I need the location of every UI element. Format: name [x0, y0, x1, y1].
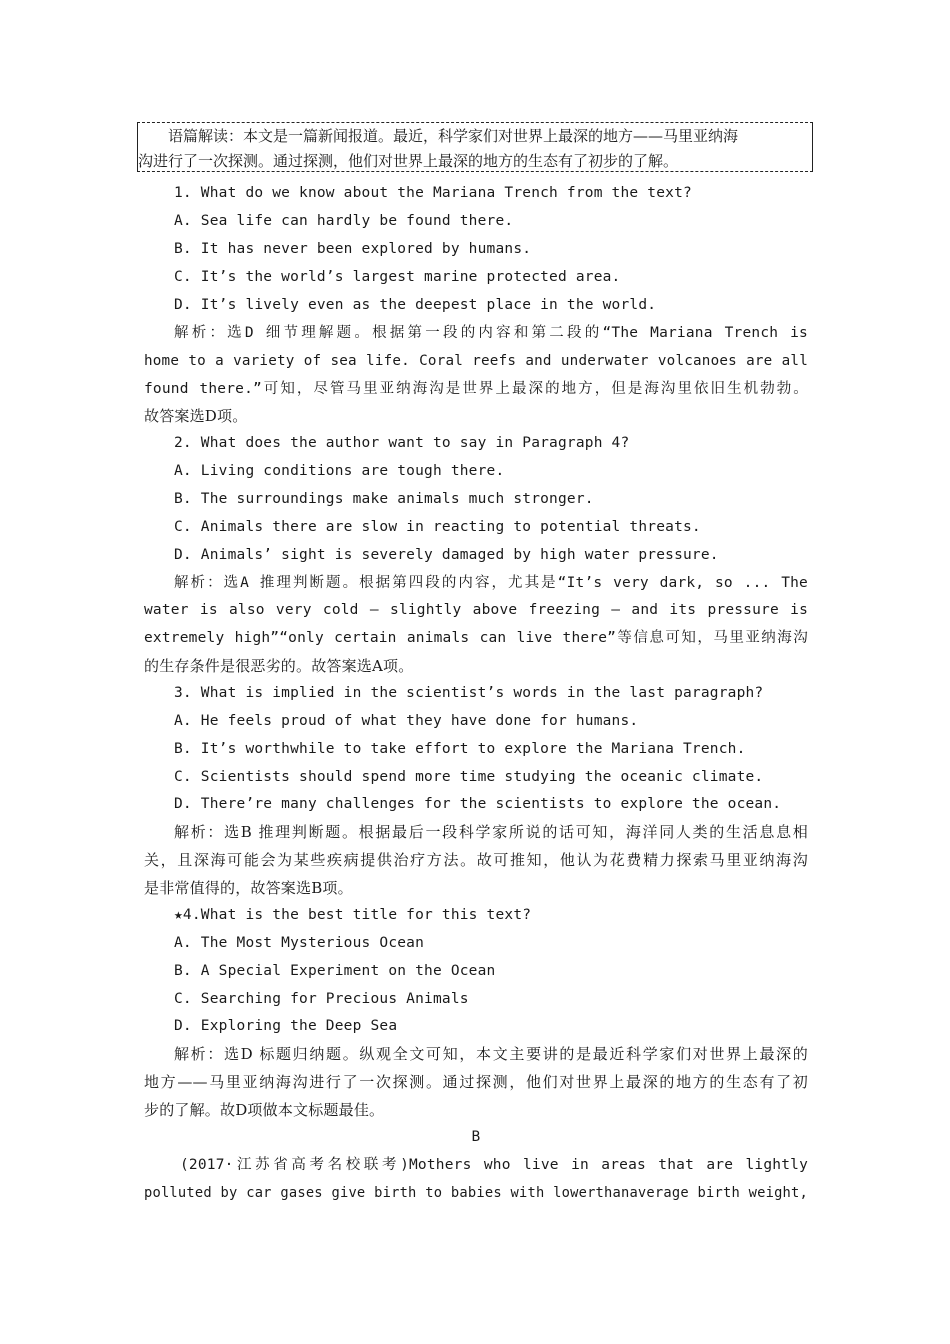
question-4-stem: ★4.What is the best title for this text? — [174, 907, 532, 923]
question-3-option-d: D. There’re many challenges for the scientists to explore the ocean. — [174, 796, 782, 812]
question-4-option-b: B. A Special Experiment on the Ocean — [174, 963, 496, 979]
question-1-analysis-line-2: home to a variety of sea life. Coral reefs and underwater volcanoes are all — [144, 353, 808, 369]
question-1-option-c: C. It’s the world’s largest marine protected area. — [174, 269, 621, 285]
question-3-analysis-line-2: 关，且深海可能会为某些疾病提供治疗方法。故可推知，他认为花费精力探索马里亚纳海沟 — [144, 851, 808, 869]
question-4-option-a: A. The Most Mysterious Ocean — [174, 935, 425, 951]
question-3-option-c: C. Scientists should spend more time studying the oceanic climate. — [174, 769, 764, 785]
question-2-stem: 2. What does the author want to say in Paragraph 4? — [174, 435, 630, 451]
question-2-option-d: D. Animals’ sight is severely damaged by high water pressure. — [174, 547, 719, 563]
question-2-analysis-line-4: 的生存条件是很恶劣的。故答案选A项。 — [144, 657, 414, 675]
question-1-option-d: D. It’s lively even as the deepest place in the world. — [174, 297, 657, 313]
question-4-analysis-line-1: 解析：选D 标题归纳题。纵观全文可知，本文主要讲的是最近科学家们对世界上最深的 — [174, 1045, 808, 1063]
section-b-heading: B — [471, 1129, 481, 1145]
question-3-option-b: B. It’s worthwhile to take effort to explore the Mariana Trench. — [174, 741, 746, 757]
question-2-option-c: C. Animals there are slow in reacting to potential threats. — [174, 519, 701, 535]
question-1-option-b: B. It has never been explored by humans. — [174, 241, 532, 257]
question-1-option-a: A. Sea life can hardly be found there. — [174, 213, 514, 229]
question-2-option-b: B. The surroundings make animals much stronger. — [174, 491, 594, 507]
question-1-analysis-line-3: found there.”可知，尽管马里亚纳海沟是世界上最深的地方，但是海沟里依旧生机勃勃。 — [144, 381, 808, 397]
question-4-analysis-line-2: 地方——马里亚纳海沟进行了一次探测。通过探测，他们对世界上最深的地方的生态有了初 — [144, 1073, 808, 1091]
summary-box — [137, 122, 813, 172]
question-1-analysis-line-4: 故答案选D项。 — [144, 407, 248, 425]
question-3-stem: 3. What is implied in the scientist’s words in the last paragraph? — [174, 685, 764, 701]
question-2-analysis-line-3: extremely high”“only certain animals can live there”等信息可知，马里亚纳海沟 — [144, 630, 808, 646]
question-2-option-a: A. Living conditions are tough there. — [174, 463, 505, 479]
question-4-option-d: D. Exploring the Deep Sea — [174, 1018, 398, 1034]
question-1-stem: 1. What do we know about the Mariana Trench from the text? — [174, 185, 692, 201]
question-1-analysis-line-1: 解析：选D 细节理解题。根据第一段的内容和第二段的“The Mariana Trench is — [174, 325, 808, 341]
summary-line-1: 语篇解读：本文是一篇新闻报道。最近，科学家们对世界上最深的地方——马里亚纳海 — [168, 127, 739, 145]
section-b-line-1: (2017·江苏省高考名校联考)Mothers who live in areas that are lightly — [180, 1157, 808, 1173]
question-4-analysis-line-3: 步的了解。故D项做本文标题最佳。 — [144, 1101, 385, 1119]
summary-line-2: 沟进行了一次探测。通过探测，他们对世界上最深的地方的生态有了初步的了解。 — [138, 152, 679, 170]
question-3-option-a: A. He feels proud of what they have done for humans. — [174, 713, 639, 729]
section-b-line-2: polluted by car gases give birth to babies with lowerthanaverage birth weight, — [144, 1185, 808, 1201]
question-2-analysis-line-1: 解析：选A 推理判断题。根据第四段的内容，尤其是“It’s very dark, so ... The — [174, 575, 808, 591]
question-3-analysis-line-1: 解析：选B 推理判断题。根据最后一段科学家所说的话可知，海洋同人类的生活息息相 — [174, 823, 808, 841]
question-4-option-c: C. Searching for Precious Animals — [174, 991, 469, 1007]
question-2-analysis-line-2: water is also very cold — slightly above freezing — and its pressure is — [144, 602, 808, 618]
question-3-analysis-line-3: 是非常值得的，故答案选B项。 — [144, 879, 353, 897]
